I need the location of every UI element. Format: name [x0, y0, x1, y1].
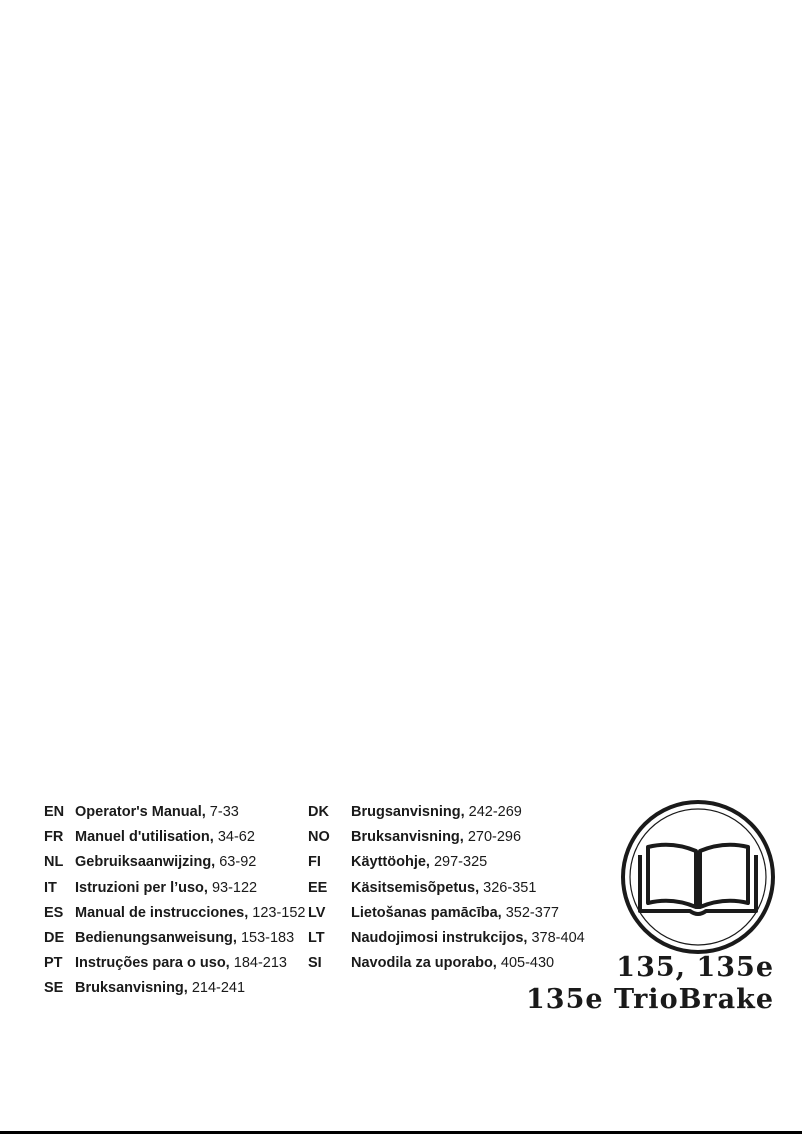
- manual-entry-en: [44, 800, 306, 825]
- manual-title: Käsitsemisõpetus,: [351, 879, 480, 896]
- manual-entry-es: [44, 901, 306, 926]
- page-range: 242-269: [468, 804, 522, 820]
- model-name-line1: 135, 135e: [616, 952, 774, 983]
- manual-list-left: [44, 800, 306, 1002]
- language-code: LV: [308, 904, 326, 921]
- manual-entry-fr: [44, 825, 306, 850]
- page-range: 405-430: [500, 955, 555, 972]
- manual-title: Navodila za uporabo,: [351, 955, 497, 972]
- page-range: 93-122: [211, 879, 258, 896]
- manual-entry-pt: [44, 951, 306, 976]
- manual-entry-de: [44, 926, 306, 951]
- page-range: 184-213: [233, 955, 287, 972]
- manual-entry-it: [44, 876, 306, 901]
- language-code: IT: [44, 879, 57, 896]
- language-code: DE: [44, 929, 65, 946]
- page-range: 378-404: [531, 929, 585, 946]
- manual-title: Bedienungsanweisung,: [75, 929, 237, 946]
- language-code: NO: [308, 829, 330, 846]
- manual-list-right: [308, 800, 585, 976]
- manual-entry-lv: [308, 901, 585, 926]
- language-code: LT: [308, 929, 325, 946]
- language-code: ES: [44, 904, 64, 921]
- manual-title: Manuel d'utilisation,: [75, 829, 214, 846]
- manual-title: Naudojimosi instrukcijos,: [351, 929, 528, 946]
- page-range: 326-351: [483, 879, 537, 896]
- model-name-line2: 135e TrioBrake: [526, 984, 774, 1015]
- manual-title: Käyttöohje,: [351, 854, 430, 871]
- language-code: SE: [44, 980, 64, 997]
- language-code: EN: [44, 804, 65, 820]
- language-code: FI: [308, 854, 321, 871]
- language-code: DK: [308, 804, 329, 820]
- manual-title: Lietošanas pamācība,: [351, 904, 502, 921]
- manual-entry-nl: [44, 850, 306, 875]
- manual-entry-ee: [308, 876, 585, 901]
- manual-title: Manual de instrucciones,: [75, 904, 249, 921]
- manual-title: Operator's Manual,: [75, 804, 206, 820]
- manual-title: Istruzioni per l’uso,: [75, 879, 208, 896]
- language-code: PT: [44, 955, 63, 972]
- page-range: 153-183: [240, 929, 295, 946]
- language-code: EE: [308, 879, 328, 896]
- manual-title: Brugsanvisning,: [351, 804, 465, 820]
- page-range: 214-241: [191, 980, 246, 997]
- page-range: 7-33: [209, 804, 239, 820]
- page-range: 297-325: [433, 854, 488, 871]
- manual-entry-si: [308, 951, 585, 976]
- language-code: NL: [44, 854, 64, 871]
- language-code: SI: [308, 955, 322, 972]
- page-range: 63-92: [219, 854, 257, 871]
- manual-entry-dk: [308, 800, 585, 825]
- manual-title: Gebruiksaanwijzing,: [75, 854, 216, 871]
- manual-title: Instruções para o uso,: [75, 955, 230, 972]
- page-range: 123-152: [252, 904, 306, 921]
- page-range: 352-377: [505, 904, 559, 921]
- manual-entry-se: [44, 976, 306, 1001]
- page-range: 270-296: [467, 829, 522, 846]
- page-range: 34-62: [217, 829, 255, 846]
- manual-entry-fi: [308, 850, 585, 875]
- manual-title: Bruksanvisning,: [351, 829, 464, 846]
- open-book-icon: [620, 799, 776, 955]
- manual-title: Bruksanvisning,: [75, 980, 188, 997]
- manual-entry-no: [308, 825, 585, 850]
- language-code: FR: [44, 829, 64, 846]
- manual-entry-lt: [308, 926, 585, 951]
- bottom-divider: [0, 1131, 802, 1134]
